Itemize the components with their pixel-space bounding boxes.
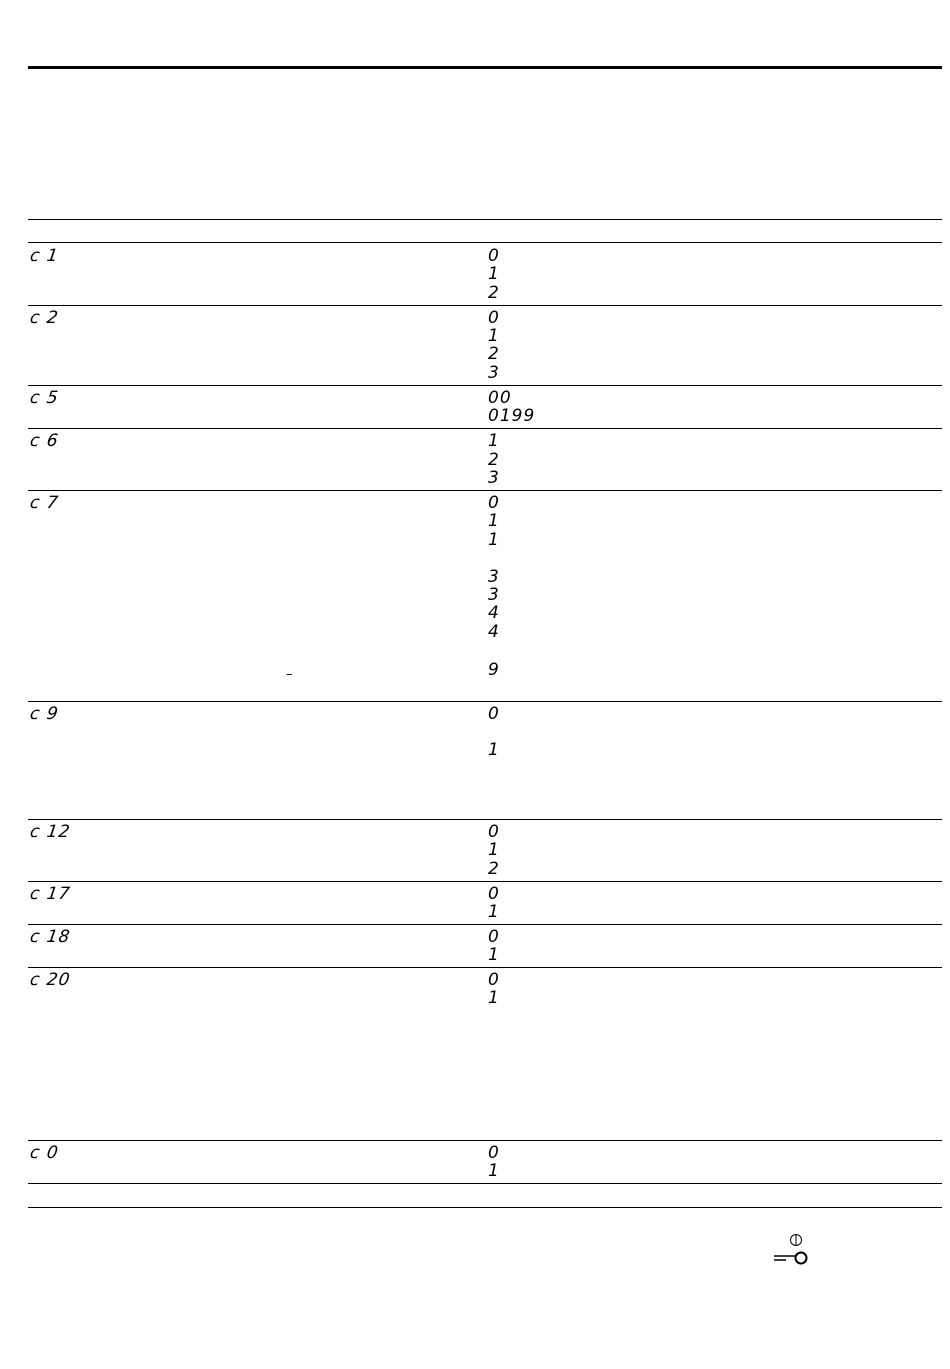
setting-value: 0	[488, 308, 500, 328]
dash-mark: –	[286, 667, 293, 682]
setting-value: 1	[488, 902, 500, 922]
table-header-line	[28, 219, 942, 220]
setting-value: 4	[488, 622, 500, 642]
row-divider	[28, 490, 942, 491]
setting-value: 1	[488, 326, 500, 346]
key-power-icon	[772, 1232, 812, 1272]
setting-value: 2	[488, 859, 500, 879]
setting-value: 3	[488, 363, 500, 383]
setting-value: 3	[488, 585, 500, 605]
setting-value: 2	[488, 450, 500, 470]
setting-value: 1	[488, 740, 500, 760]
setting-value: 1	[488, 945, 500, 965]
row-divider	[28, 305, 942, 306]
setting-value: 0	[488, 1143, 500, 1163]
setting-value: 0	[488, 970, 500, 990]
setting-value: 9	[488, 660, 500, 680]
setting-value: 0199	[488, 406, 536, 426]
setting-value: 0	[488, 246, 500, 266]
row-divider	[28, 385, 942, 386]
row-divider	[28, 1183, 942, 1184]
setting-value: 0	[488, 822, 500, 842]
setting-value: 0	[488, 493, 500, 513]
setting-value: 3	[488, 468, 500, 488]
setting-code: c 7	[28, 493, 61, 513]
setting-value: 0	[488, 927, 500, 947]
setting-code: c 9	[28, 704, 61, 724]
setting-code: c 20	[28, 970, 72, 990]
row-divider	[28, 924, 942, 925]
setting-code: c 5	[28, 388, 61, 408]
setting-value: 1	[488, 511, 500, 531]
setting-value: 1	[488, 840, 500, 860]
row-divider	[28, 819, 942, 820]
setting-code: c 1	[28, 246, 61, 266]
setting-code: c 2	[28, 308, 61, 328]
row-divider	[28, 701, 942, 702]
row-divider	[28, 881, 942, 882]
table-bottom-line	[28, 1207, 942, 1208]
setting-code: c 18	[28, 927, 72, 947]
setting-value: 1	[488, 530, 500, 550]
setting-code: c 17	[28, 884, 72, 904]
row-divider	[28, 967, 942, 968]
setting-value: 1	[488, 988, 500, 1008]
setting-value: 00	[488, 388, 512, 408]
setting-value: 1	[488, 431, 500, 451]
setting-value: 0	[488, 884, 500, 904]
row-divider	[28, 428, 942, 429]
setting-value: 4	[488, 603, 500, 623]
row-divider	[28, 1140, 942, 1141]
table-header-bottom-line	[28, 242, 942, 243]
setting-code: c 6	[28, 431, 61, 451]
setting-code: c 12	[28, 822, 72, 842]
setting-code: c 0	[28, 1143, 61, 1163]
setting-value: 1	[488, 1161, 500, 1181]
setting-value: 2	[488, 283, 500, 303]
setting-value: 1	[488, 264, 500, 284]
setting-value: 0	[488, 704, 500, 724]
setting-value: 2	[488, 344, 500, 364]
setting-value: 3	[488, 567, 500, 587]
top-rule	[28, 66, 942, 69]
